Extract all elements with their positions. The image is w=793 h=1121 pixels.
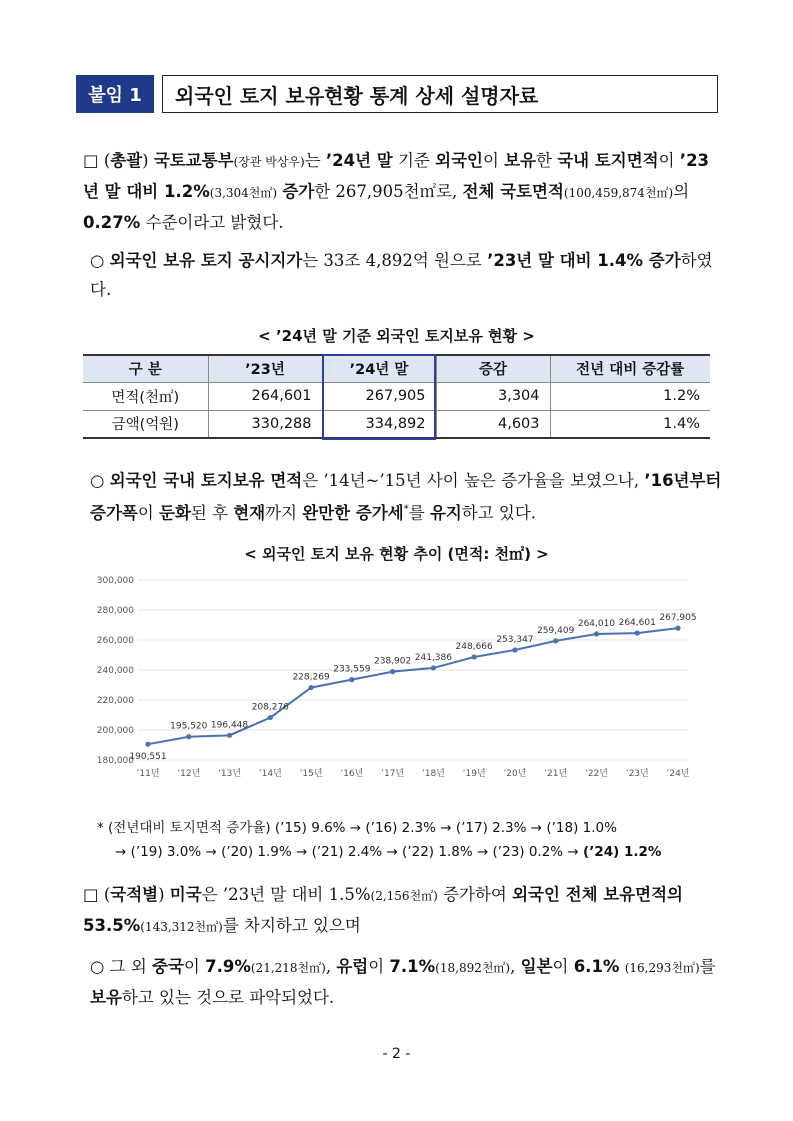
data-label: 264,010 [577, 618, 616, 629]
table-cell: 면적(천㎡) [83, 382, 208, 410]
page-number: - 2 - [382, 1046, 411, 1062]
nationality-paragraph: □ (국적별) 미국은 ’23년 말 대비 1.5%(2,156천㎡) 증가하여 외국인 전체 보유면적의 53.5%(143,312천㎡)를 차지하고 있으며 [83, 885, 683, 935]
data-label: 190,551 [129, 752, 167, 763]
data-point [268, 715, 273, 720]
x-tick-label: ’19년 [462, 769, 486, 779]
table-row [83, 382, 710, 410]
data-label: 208,276 [251, 702, 289, 713]
data-point [308, 685, 313, 690]
data-point [349, 677, 354, 682]
data-point [186, 734, 191, 739]
table-cell: 4,603 [436, 410, 550, 438]
data-point [675, 626, 680, 631]
x-tick-label: ’23년 [625, 769, 649, 779]
y-tick-label: 180,000 [96, 756, 134, 766]
data-point [472, 654, 477, 659]
note-line: * (전년대비 토지면적 증가율) (’15) 9.6% → (’16) 2.3% → (’17) 2.3% → (’18) 1.0% [97, 820, 617, 836]
land-area-line-chart [88, 570, 708, 790]
data-point [594, 631, 599, 636]
section-header [76, 75, 718, 113]
table-cell: 267,905 [322, 382, 436, 410]
data-label: 238,902 [374, 656, 412, 667]
circle-bullet-icon: ○ [90, 471, 105, 490]
table-cell: 334,892 [322, 410, 436, 438]
x-tick-label: ’22년 [584, 769, 608, 779]
table-row [83, 410, 710, 438]
attachment-badge: 붙임 1 [76, 75, 154, 113]
data-label: 267,905 [659, 613, 697, 624]
checkbox-bullet-icon: □ [83, 151, 99, 170]
data-point [553, 638, 558, 643]
data-label: 196,448 [210, 720, 249, 731]
x-tick-label: ’18년 [421, 769, 445, 779]
circle-bullet-icon: ○ [90, 957, 105, 976]
table-cell: 1.2% [550, 382, 710, 410]
land-price-paragraph: ○ 외국인 보유 토지 공시지가는 33조 4,892억 원으로 ’23년 말 대비 1.4% 증가하였다. [90, 251, 713, 299]
data-label: 259,409 [537, 625, 575, 636]
table-cell: 금액(억원) [83, 410, 208, 438]
trend-paragraph: ○ 외국인 국내 토지보유 면적은 ’14년~’15년 사이 높은 증가율을 보였으나, ’16년부터 증가폭이 둔화된 후 현재까지 완만한 증가세*를 유지하고 있다. [90, 471, 722, 523]
y-tick-label: 300,000 [96, 576, 134, 586]
y-tick-label: 200,000 [96, 726, 134, 736]
table-cell: 1.4% [550, 410, 710, 438]
header-cell: 증감 [436, 355, 550, 382]
data-label: 241,386 [414, 652, 452, 663]
data-label: 195,520 [170, 721, 208, 732]
data-label: 233,559 [333, 664, 371, 675]
table-caption: < ’24년 말 기준 외국인 토지보유 현황 > [258, 327, 535, 345]
data-point [390, 669, 395, 674]
other-nations-paragraph: ○ 그 외 중국이 7.9%(21,218천㎡), 유럽이 7.1%(18,892천㎡), 일본이 6.1% (16,293천㎡)를 보유하고 있는 것으로 파악되었다. [90, 957, 716, 1007]
y-tick-label: 220,000 [96, 696, 134, 706]
data-point [635, 630, 640, 635]
x-tick-label: ’20년 [503, 769, 527, 779]
data-label: 264,601 [618, 618, 656, 629]
chart-caption: < 외국인 토지 보유 현황 추이 (면적: 천㎡) > [244, 545, 549, 563]
circle-bullet-icon: ○ [90, 251, 105, 270]
x-tick-label: ’15년 [299, 769, 323, 779]
table-header-row [83, 355, 710, 382]
data-point [512, 647, 517, 652]
data-label: 248,666 [455, 642, 493, 653]
x-tick-label: ’17년 [381, 769, 405, 779]
data-point [431, 665, 436, 670]
y-tick-label: 280,000 [96, 606, 134, 616]
overview-paragraph: □ (총괄) 국토교통부(장관 박상우)는 ’24년 말 기준 외국인이 보유한 국내 토지면적이 ’23년 말 대비 1.2%(3,304천㎡) 증가한 267,905천㎡로, 전체 국토면적(100,459,874천㎡)의 0.27% 수준이라고 밝혔다. [83, 151, 710, 232]
header-cell: ’24년 말 [322, 355, 436, 382]
y-tick-label: 240,000 [96, 666, 134, 676]
checkbox-bullet-icon: □ [83, 885, 99, 904]
x-tick-label: ’16년 [340, 769, 364, 779]
data-label: 228,269 [292, 672, 330, 683]
note-line: → (’19) 3.0% → (’20) 1.9% → (’21) 2.4% → (’22) 1.8% → (’23) 0.2% → (’24) 1.2% [115, 844, 662, 860]
x-tick-label: ’11년 [136, 769, 160, 779]
land-holding-table [83, 354, 710, 439]
data-point [145, 742, 150, 747]
header-cell: 구 분 [83, 355, 208, 382]
x-tick-label: ’12년 [177, 769, 201, 779]
y-tick-label: 260,000 [96, 636, 134, 646]
header-cell: ’23년 [208, 355, 322, 382]
header-cell: 전년 대비 증감률 [550, 355, 710, 382]
x-tick-label: ’14년 [258, 769, 282, 779]
table-cell: 3,304 [436, 382, 550, 410]
table-cell: 264,601 [208, 382, 322, 410]
x-tick-label: ’21년 [544, 769, 568, 779]
table-cell: 330,288 [208, 410, 322, 438]
data-label: 253,347 [496, 634, 534, 645]
document-title: 외국인 토지 보유현황 통계 상세 설명자료 [162, 75, 718, 113]
data-point [227, 733, 232, 738]
x-tick-label: ’13년 [218, 769, 242, 779]
x-tick-label: ’24년 [666, 769, 690, 779]
growth-rate-note [97, 816, 661, 864]
